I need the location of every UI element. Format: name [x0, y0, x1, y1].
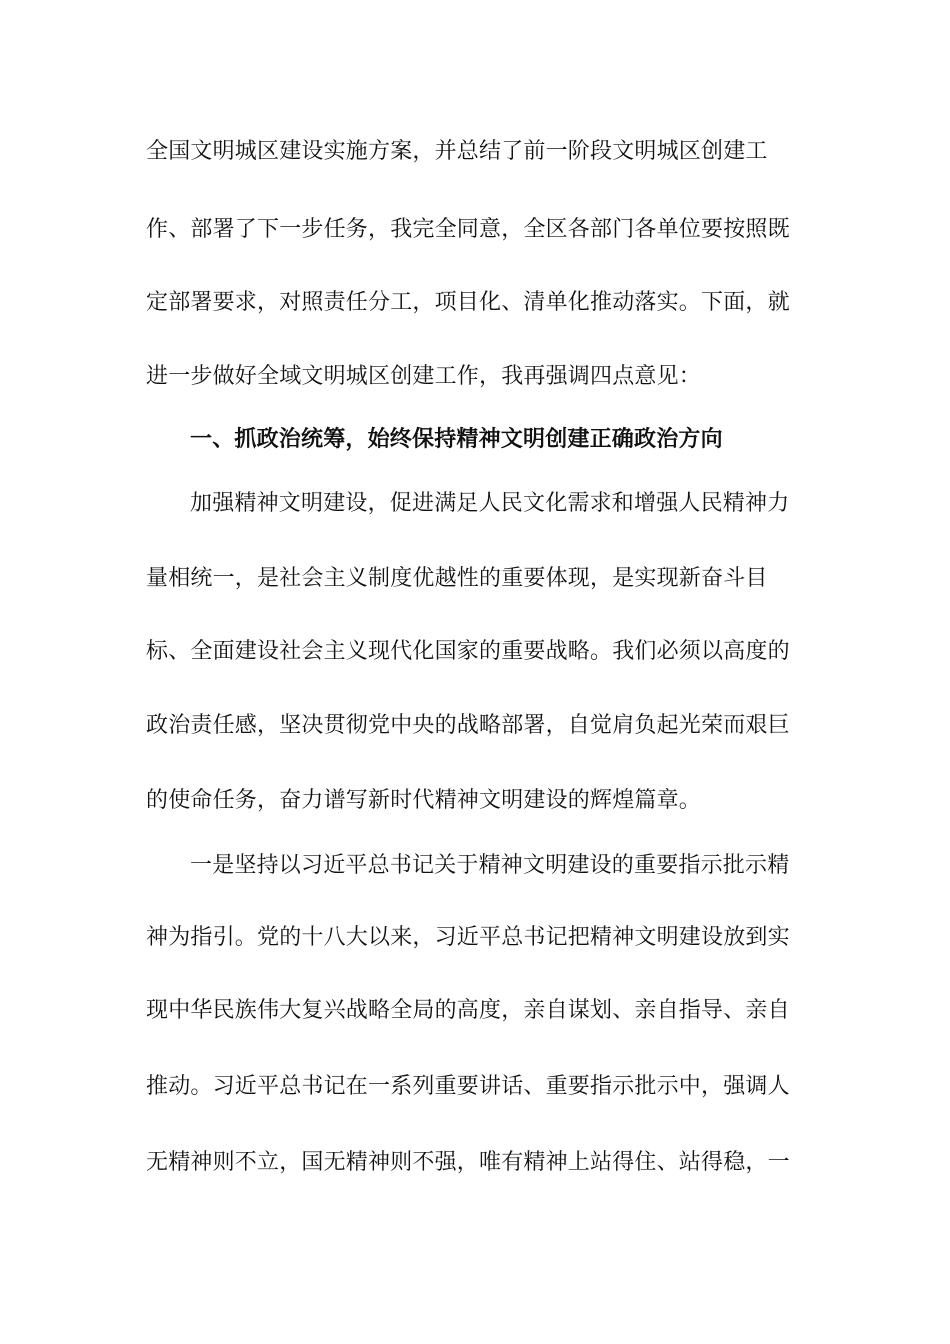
body-text-line: 量相统一，是社会主义制度优越性的重要体现，是实现新奋斗目 — [146, 566, 768, 591]
body-text-line: 无精神则不立，国无精神则不强，唯有精神上站得住、站得稳，一 — [146, 1150, 790, 1175]
body-text-line: 标、全面建设社会主义现代化国家的重要战略。我们必须以高度的 — [146, 639, 790, 664]
body-text-line: 作、部署了下一步任务，我完全同意，全区各部门各单位要按照既 — [146, 217, 790, 242]
body-text-line: 的使命任务，奋力谱写新时代精神文明建设的辉煌篇章。 — [146, 788, 702, 813]
body-text-line: 全国文明城区建设实施方案，并总结了前一阶段文明城区创建工 — [146, 139, 768, 164]
body-text-line: 推动。习近平总书记在一系列重要讲话、重要指示批示中，强调人 — [146, 1074, 790, 1099]
body-text-line: 进一步做好全域文明城区创建工作，我再强调四点意见： — [146, 364, 702, 389]
body-text-line: 现中华民族伟大复兴战略全局的高度，亲自谋划、亲自指导、亲自 — [146, 998, 790, 1023]
body-text-line: 政治责任感，坚决贯彻党中央的战略部署，自觉肩负起光荣而艰巨 — [146, 713, 790, 738]
paragraph-first-line: 一是坚持以习近平总书记关于精神文明建设的重要指示批示精 — [190, 853, 790, 878]
body-text-line: 神为指引。党的十八大以来，习近平总书记把精神文明建设放到实 — [146, 925, 790, 950]
section-heading: 一、抓政治统筹，始终保持精神文明创建正确政治方向 — [190, 426, 723, 452]
paragraph-first-line: 加强精神文明建设，促进满足人民文化需求和增强人民精神力 — [190, 491, 790, 516]
body-text-line: 定部署要求，对照责任分工，项目化、清单化推动落实。下面，就 — [146, 290, 790, 315]
